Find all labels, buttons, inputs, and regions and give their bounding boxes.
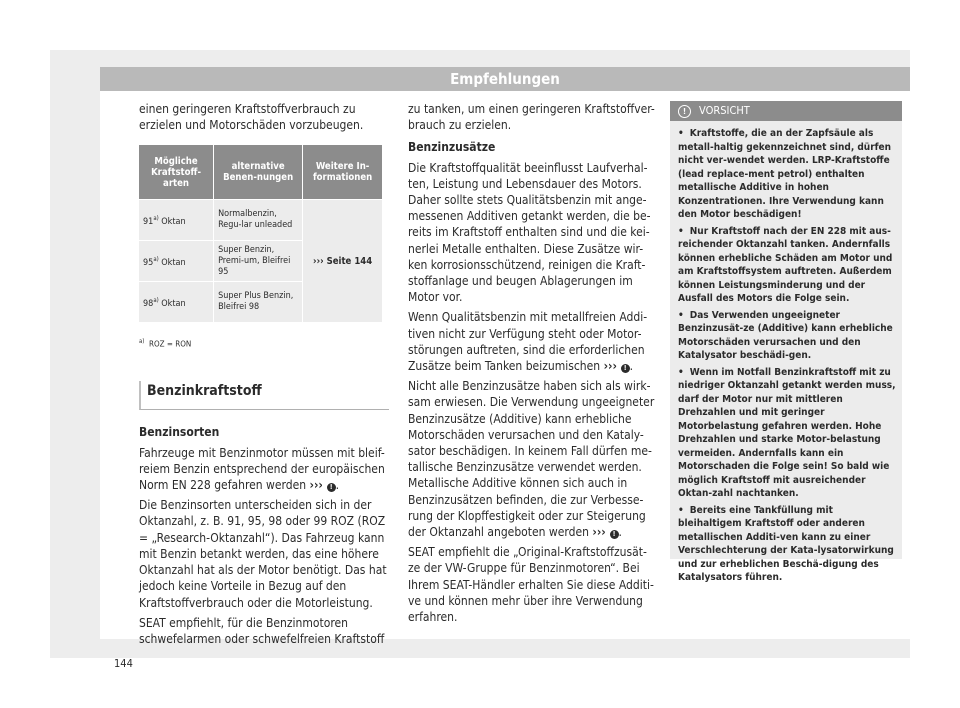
paragraph: Die Kraftstoffqualität beeinflusst Laufverhal-ten, Leistung und Lebensdauer des Motors. Daher sollte stets Qualitätsbenzin mit ange-messenen Additiven getankt werden, die be-reits im Kraftstoff enthalten sind und die kei-nerlei Metalle enthalten. Diese Zusätze wir-ken korrosionsschützend, reinigen die Kraft-stoffanlage und beugen Ablagerungen im Motor vor. [408, 160, 651, 305]
intro-text: einen geringeren Kraftstoffverbrauch zu erzielen und Motorschäden vorzubeugen. [139, 102, 364, 133]
reference-link[interactable]: ››› ! [310, 478, 336, 492]
fuel-table [139, 145, 383, 322]
table-header-fuel: Mögliche Kraftstoff-arten [139, 145, 214, 200]
paragraph: zu tanken, um einen geringeren Kraftstoffver-brauch zu erzielen. [408, 102, 655, 133]
section-title: Benzinkraftstoff [139, 381, 389, 410]
table-cell-octane: 91$^{a)}$ Oktan [139, 200, 214, 241]
subheading-benzinsorten: Benzinsorten [139, 425, 220, 440]
subheading-benzinzusaetze: Benzinzusätze [408, 140, 496, 155]
page-number: 144 [114, 657, 133, 670]
caution-icon: ! [678, 105, 691, 118]
reference-link[interactable]: ››› ! [604, 359, 630, 373]
warning-box [670, 101, 902, 583]
warning-icon: ! [621, 364, 630, 373]
warning-icon: ! [610, 530, 619, 539]
paragraph: Fahrzeuge mit Benzinmotor müssen mit bleif-reiem Benzin entsprechend der europäischen Norm EN 228 gefahren werden ››› ! . [139, 445, 385, 493]
table-cell-names: Normalbenzin, Regu-lar unleaded [214, 200, 303, 241]
paragraph: SEAT empfiehlt, für die Benzinmotoren schwefelarmen oder schwefelfreien Kraftstoff [139, 615, 385, 646]
warning-title: VORSICHT [699, 104, 750, 117]
paragraph: SEAT empfiehlt die „Original-Kraftstoffzusät-ze der VW-Gruppe für Benzinmotoren“. Bei Ihrem SEAT-Händler erhalten Sie diese Additi-ve und können mehr über ihre Verwendung erfahren. [408, 545, 654, 625]
page-content [100, 91, 910, 670]
list-item: • Wenn im Notfall Benzinkraftstoff mit zu niedriger Oktanzahl getankt werden muss, darf der Motor nur mit mittleren Drehzahlen und mit geringer Motorbelastung gefahren werden. Hohe Drehzahlen und starke Motor-belastung vermeiden. Andernfalls kann ein Motorschaden die Folge sein! So bald wie möglich Kraftstoff mit ausreichender Oktan-zahl nachtanken. [678, 366, 896, 501]
warning-icon: ! [327, 483, 336, 492]
table-cell-octane: 98$^{a)}$ Oktan [139, 282, 214, 323]
warning-list [670, 121, 902, 585]
table-row [139, 200, 383, 241]
table-cell-names: Super Benzin, Premi-um, Bleifrei 95 [214, 241, 303, 282]
paragraph: Die Benzinsorten unterscheiden sich in der Oktanzahl, z. B. 91, 95, 98 oder 99 ROZ (ROZ = „Research-Oktanzahl“). Das Fahrzeug kann mit Benzin betankt werden, das eine höhere Oktanzahl hat als der Motor benötigt. Das hat jedoch keine Vorteile in Bezug auf den Kraftstoffverbrauch oder die Motorleistung. [139, 498, 387, 610]
warning-box-header [670, 101, 902, 121]
table-cell-octane: 95$^{a)}$ Oktan [139, 241, 214, 282]
reference-link[interactable]: ››› ! [592, 525, 618, 539]
paragraph: Wenn Qualitätsbenzin mit metallfreien Addi-tiven nicht zur Verfügung steht oder Motor-störungen auftreten, sind die erforderlichen Zusätze beim Tanken beizumischen ››› ! . [408, 310, 648, 374]
table-header-names: alternative Benen-nungen [214, 145, 303, 200]
list-item: • Nur Kraftstoff nach der EN 228 mit aus-reichender Oktanzahl tanken. Andernfalls können erhebliche Schäden am Motor und am Kraftstoffsystem auftreten. Außerdem können Leistungsminderung und der Ausfall des Motors die Folge sein. [678, 225, 896, 306]
list-item: • Das Verwenden ungeeigneter Benzinzusät-ze (Additive) kann erhebliche Motorschäden verursachen und den Katalysator beschädi-gen. [678, 309, 896, 363]
table-footnote: $^{a)}$ ROZ = RON [139, 338, 192, 350]
header-title: Empfehlungen [450, 70, 560, 88]
column-middle [408, 101, 658, 629]
list-item: • Bereits eine Tankfüllung mit bleihaltigem Kraftstoff oder anderen metallischen Additi-ven kann zu einer Verschlechterung der Kata-lysatorwirkung und zur erheblichen Beschä-digung des Katalysators führen. [678, 504, 896, 585]
paragraph: Nicht alle Benzinzusätze haben sich als wirk-sam erwiesen. Die Verwendung ungeeigneter Benzinzusätze (Additive) kann erhebliche Motorschäden verursachen und den Kataly-sator beschädigen. In keinem Fall dürfen me-tallische Benzinzusätze verwendet werden. Metallische Additive können sich auch in Benzinzusätzen befinden, die zur Verbesse-rung der Klopffestigkeit oder zur Steigerung der Oktanzahl angeboten werden ››› ! . [408, 379, 655, 540]
table-header-info: Weitere In-formationen [303, 145, 383, 200]
column-left [139, 101, 389, 651]
table-cell-info-link[interactable]: ››› Seite 144 [303, 200, 383, 323]
page-background [50, 50, 910, 670]
page-header [100, 67, 910, 91]
list-item: • Kraftstoffe, die an der Zapfsäule als metall-haltig gekennzeichnet sind, dürfen nicht ver-wendet werden. LRP-Kraftstoffe (lead replace-ment petrol) enthalten metallische Additive in hohen Konzentrationen. Ihre Verwendung kann den Motor beschädigen! [678, 127, 896, 222]
table-cell-names: Super Plus Benzin, Bleifrei 98 [214, 282, 303, 323]
